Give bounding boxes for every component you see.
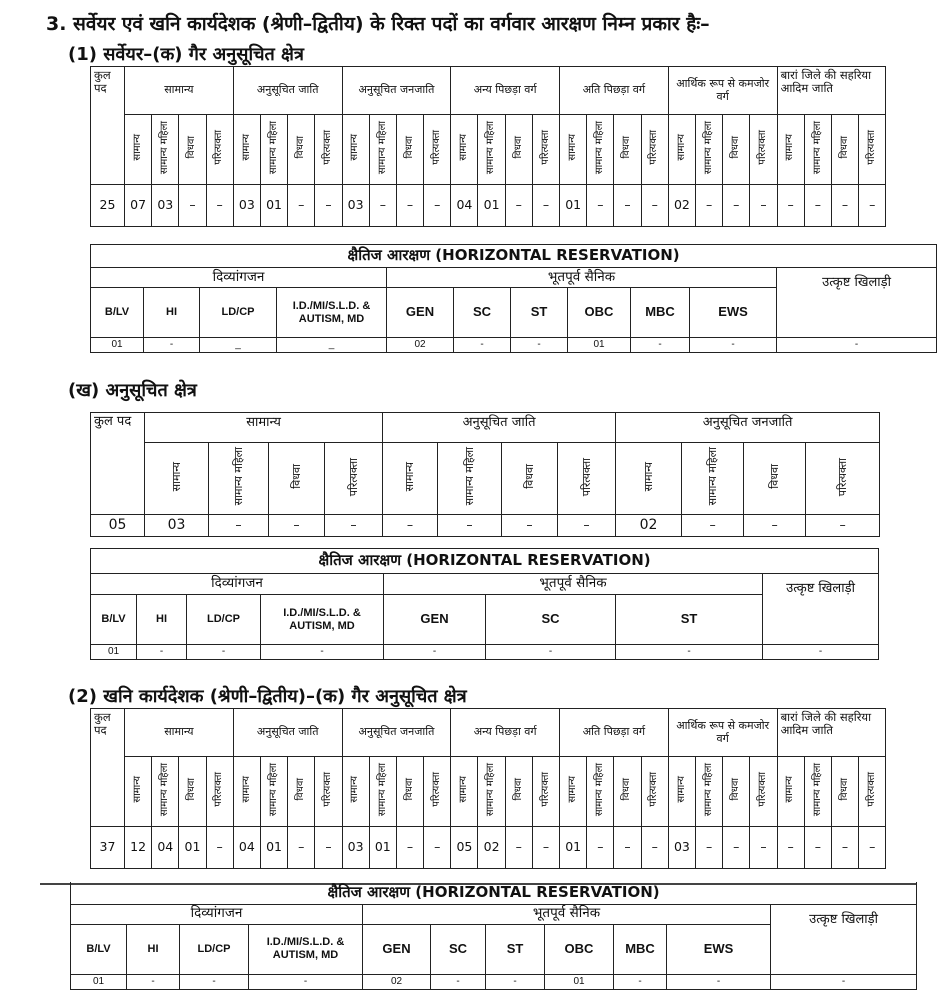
subcolumn-header: परित्यक्ता xyxy=(648,130,660,165)
cell-value: 02 xyxy=(668,185,695,227)
cell-value: _ xyxy=(200,338,277,353)
cell-value: - xyxy=(763,645,879,660)
column-header: I.D./MI/S.L.D. & AUTISM, MD xyxy=(277,288,387,338)
subcolumn-header: परित्यक्ता xyxy=(835,457,849,496)
category-header: सामान्य xyxy=(125,67,234,115)
category-header: आर्थिक रूप से कमजोर वर्ग xyxy=(668,67,777,115)
subcolumn-header: परित्यक्ता xyxy=(865,130,877,165)
cell-value: – xyxy=(641,827,668,869)
category-header: अति पिछड़ा वर्ग xyxy=(560,709,669,757)
subcolumn-header: सामान्य xyxy=(675,776,687,803)
table-row xyxy=(91,827,886,869)
cell-value: – xyxy=(532,185,559,227)
cell-value: – xyxy=(723,827,750,869)
cell-value: – xyxy=(315,827,342,869)
subcolumn-header: विधवा xyxy=(186,136,198,159)
subcolumn-header: सामान्य xyxy=(349,776,361,803)
ex-servicemen-header: भूतपूर्व सैनिक xyxy=(387,268,777,288)
cell-value: – xyxy=(288,185,315,227)
category-header: आर्थिक रूप से कमजोर वर्ग xyxy=(668,709,777,757)
sportsperson-header: उत्कृष्ट खिलाड़ी xyxy=(777,268,937,338)
subcolumn-header: परित्यक्ता xyxy=(539,130,551,165)
cell-value: – xyxy=(424,827,451,869)
subcolumn-row xyxy=(91,115,886,185)
cell-value: 01 xyxy=(179,827,206,869)
cell-value: – xyxy=(614,185,641,227)
subcolumn-header: सामान्य xyxy=(641,461,655,492)
column-header: MBC xyxy=(631,288,690,338)
cell-value: 01 xyxy=(260,827,287,869)
subcolumn-header: परित्यक्ता xyxy=(579,457,593,496)
cell-value: - xyxy=(137,645,187,660)
subcolumn-header: सामान्य xyxy=(131,134,143,161)
cell-value: 37 xyxy=(91,827,125,869)
column-header: LD/CP xyxy=(180,924,249,974)
total-posts-header: कुल पद xyxy=(91,413,145,515)
subcolumn-header: विधवा xyxy=(512,136,524,159)
horizontal-reservation-title: क्षैतिज आरक्षण (HORIZONTAL RESERVATION) xyxy=(91,245,937,268)
cell-value: 01 xyxy=(369,827,396,869)
subcolumn-header: विधवा xyxy=(289,464,303,489)
table-row xyxy=(71,974,917,989)
subcolumn-header: सामान्य महिला xyxy=(376,121,388,175)
cell-value: – xyxy=(682,515,744,537)
column-header: GEN xyxy=(384,595,486,645)
subcolumn-header: सामान्य महिला xyxy=(811,121,823,175)
cell-value: – xyxy=(179,185,206,227)
subcolumn-header: परित्यक्ता xyxy=(648,772,660,807)
cell-value: - xyxy=(614,974,667,989)
cell-value: 07 xyxy=(125,185,152,227)
cell-value: 12 xyxy=(125,827,152,869)
document-heading: 3. सर्वेयर एवं खनि कार्यदेशक (श्रेणी–द्वितीय) के रिक्त पदों का वर्गवार आरक्षण निम्न प्रकार हैः– xyxy=(46,13,710,35)
cell-value: – xyxy=(532,827,559,869)
cell-value: - xyxy=(187,645,261,660)
cell-value: 02 xyxy=(616,515,682,537)
divyang-header: दिव्यांगजन xyxy=(91,268,387,288)
horizontal-reservation-title: क्षैतिज आरक्षण (HORIZONTAL RESERVATION) xyxy=(91,549,879,574)
cell-value: 03 xyxy=(145,515,209,537)
table-row xyxy=(91,515,880,537)
vertical-reservation-table xyxy=(90,708,886,869)
subcolumn-row xyxy=(91,443,880,515)
category-header: अनुसूचित जनजाति xyxy=(616,413,880,443)
subcolumn-header: परित्यक्ता xyxy=(757,130,769,165)
cell-value: 01 xyxy=(91,338,144,353)
cell-value: 01 xyxy=(260,185,287,227)
column-header: HI xyxy=(137,595,187,645)
table-row xyxy=(91,645,879,660)
cell-value: – xyxy=(831,827,858,869)
sportsperson-header: उत्कृष्ट खिलाड़ी xyxy=(771,904,917,974)
cell-value: - xyxy=(486,974,545,989)
divyang-header: दिव्यांगजन xyxy=(91,574,384,595)
cell-value: 02 xyxy=(478,827,505,869)
cell-value: 01 xyxy=(71,974,127,989)
cell-value: – xyxy=(859,185,886,227)
cell-value: 04 xyxy=(451,185,478,227)
cell-value: – xyxy=(315,185,342,227)
cell-value: – xyxy=(438,515,502,537)
subcolumn-header: सामान्य xyxy=(349,134,361,161)
column-header: GEN xyxy=(363,924,431,974)
horizontal-reservation-table xyxy=(90,548,879,660)
cell-value: - xyxy=(631,338,690,353)
table-row xyxy=(91,185,886,227)
subcolumn-header: सामान्य महिला xyxy=(267,121,279,175)
column-header: B/LV xyxy=(91,595,137,645)
cell-value: – xyxy=(209,515,269,537)
column-header: B/LV xyxy=(71,924,127,974)
vertical-reservation-table xyxy=(90,66,886,227)
cell-value: 01 xyxy=(560,185,587,227)
section-title: (ख) अनुसूचित क्षेत्र xyxy=(68,380,197,401)
column-header: SC xyxy=(454,288,511,338)
subcolumn-header: सामान्य महिला xyxy=(159,763,171,817)
cell-value: – xyxy=(383,515,438,537)
subcolumn-header: परित्यक्ता xyxy=(757,772,769,807)
subcolumn-header: परित्यक्ता xyxy=(865,772,877,807)
subcolumn-header: विधवा xyxy=(403,136,415,159)
subcolumn-header: विधवा xyxy=(730,778,742,801)
cell-value: – xyxy=(831,185,858,227)
category-header: बारां जिले की सहरिया आदिम जाति xyxy=(777,709,886,757)
cell-value: - xyxy=(667,974,771,989)
subcolumn-header: सामान्य महिला xyxy=(702,121,714,175)
subcolumn-header: सामान्य xyxy=(784,134,796,161)
cell-value: 01 xyxy=(545,974,614,989)
subcolumn-header: विधवा xyxy=(730,136,742,159)
column-header: HI xyxy=(144,288,200,338)
horizontal-reservation-table xyxy=(90,244,937,353)
subcolumn-header: सामान्य महिला xyxy=(705,447,719,506)
ex-servicemen-header: भूतपूर्व सैनिक xyxy=(363,904,771,924)
subcolumn-header: परित्यक्ता xyxy=(213,130,225,165)
cell-value: – xyxy=(558,515,616,537)
category-header: अति पिछड़ा वर्ग xyxy=(560,67,669,115)
column-header: MBC xyxy=(614,924,667,974)
cell-value: - xyxy=(431,974,486,989)
subcolumn-header: परित्यक्ता xyxy=(346,457,360,496)
subcolumn-header: विधवा xyxy=(621,778,633,801)
cell-value: – xyxy=(396,185,423,227)
cell-value: – xyxy=(750,185,777,227)
subcolumn-header: विधवा xyxy=(295,778,306,801)
subcolumn-header: सामान्य महिला xyxy=(485,763,497,817)
horizontal-reservation-table xyxy=(70,882,917,990)
cell-value: - xyxy=(511,338,568,353)
subcolumn-header: सामान्य महिला xyxy=(594,763,606,817)
subcolumn-header: सामान्य xyxy=(240,776,252,803)
column-header: EWS xyxy=(667,924,771,974)
cell-value: 01 xyxy=(568,338,631,353)
cell-value: – xyxy=(288,827,315,869)
subcolumn-header: विधवा xyxy=(838,136,850,159)
cell-value: – xyxy=(587,827,614,869)
subcolumn-header: विधवा xyxy=(522,464,536,489)
subcolumn-header: विधवा xyxy=(295,136,306,159)
cell-value: 04 xyxy=(152,827,179,869)
column-header: LD/CP xyxy=(187,595,261,645)
subcolumn-header: सामान्य xyxy=(566,776,578,803)
cell-value: – xyxy=(804,185,831,227)
column-header: SC xyxy=(486,595,616,645)
ex-servicemen-header: भूतपूर्व सैनिक xyxy=(384,574,763,595)
cell-value: - xyxy=(127,974,180,989)
cell-value: 04 xyxy=(233,827,260,869)
cell-value: – xyxy=(806,515,880,537)
cell-value: - xyxy=(616,645,763,660)
subcolumn-header: विधवा xyxy=(512,778,524,801)
sportsperson-header: उत्कृष्ट खिलाड़ी xyxy=(763,574,879,645)
cell-value: 05 xyxy=(91,515,145,537)
cell-value: – xyxy=(777,185,804,227)
subcolumn-header: सामान्य xyxy=(784,776,796,803)
cell-value: 01 xyxy=(478,185,505,227)
cell-value: 03 xyxy=(342,185,369,227)
cell-value: 03 xyxy=(152,185,179,227)
cell-value: - xyxy=(771,974,917,989)
subcolumn-header: सामान्य xyxy=(458,776,470,803)
column-header: GEN xyxy=(387,288,454,338)
category-header: बारां जिले की सहरिया आदिम जाति xyxy=(777,67,886,115)
cell-value: - xyxy=(261,645,384,660)
cell-value: – xyxy=(695,827,722,869)
column-header: EWS xyxy=(690,288,777,338)
column-header: HI xyxy=(127,924,180,974)
subcolumn-header: सामान्य महिला xyxy=(462,447,476,506)
divyang-header: दिव्यांगजन xyxy=(71,904,363,924)
subcolumn-header: सामान्य महिला xyxy=(159,121,171,175)
cell-value: – xyxy=(723,185,750,227)
vertical-reservation-table xyxy=(90,412,880,537)
cell-value: 03 xyxy=(233,185,260,227)
cell-value: – xyxy=(502,515,558,537)
category-header: अनुसूचित जाति xyxy=(233,67,342,115)
cell-value: - xyxy=(777,338,937,353)
cell-value: 05 xyxy=(451,827,478,869)
cell-value: – xyxy=(206,827,233,869)
subcolumn-header: सामान्य xyxy=(675,134,687,161)
cell-value: – xyxy=(396,827,423,869)
subcolumn-header: परित्यक्ता xyxy=(430,130,442,165)
cell-value: – xyxy=(206,185,233,227)
subcolumn-header: परित्यक्ता xyxy=(213,772,225,807)
subcolumn-header: सामान्य xyxy=(403,461,417,492)
cell-value: 25 xyxy=(91,185,125,227)
cell-value: 03 xyxy=(342,827,369,869)
cell-value: – xyxy=(505,185,532,227)
column-header: OBC xyxy=(568,288,631,338)
category-header: अन्य पिछड़ा वर्ग xyxy=(451,67,560,115)
column-header: ST xyxy=(511,288,568,338)
subcolumn-header: सामान्य महिला xyxy=(594,121,606,175)
subcolumn-header: सामान्य महिला xyxy=(485,121,497,175)
subcolumn-row xyxy=(91,757,886,827)
category-header: अनुसूचित जनजाति xyxy=(342,67,451,115)
column-header: LD/CP xyxy=(200,288,277,338)
category-header: सामान्य xyxy=(145,413,383,443)
cell-value: 02 xyxy=(363,974,431,989)
category-header: सामान्य xyxy=(125,709,234,757)
cell-value: – xyxy=(641,185,668,227)
cell-value: – xyxy=(750,827,777,869)
column-header: I.D./MI/S.L.D. & AUTISM, MD xyxy=(261,595,384,645)
subcolumn-header: सामान्य महिला xyxy=(376,763,388,817)
subcolumn-header: सामान्य xyxy=(240,134,252,161)
cell-value: – xyxy=(777,827,804,869)
subcolumn-header: सामान्य महिला xyxy=(811,763,823,817)
subcolumn-header: विधवा xyxy=(186,778,198,801)
category-header: अनुसूचित जनजाति xyxy=(342,709,451,757)
column-header: SC xyxy=(431,924,486,974)
subcolumn-header: सामान्य महिला xyxy=(267,763,279,817)
cell-value: - xyxy=(180,974,249,989)
cell-value: – xyxy=(505,827,532,869)
cell-value: - xyxy=(454,338,511,353)
cell-value: – xyxy=(859,827,886,869)
cell-value: – xyxy=(695,185,722,227)
subcolumn-header: विधवा xyxy=(403,778,415,801)
category-header: अनुसूचित जाति xyxy=(383,413,616,443)
column-header: ST xyxy=(486,924,545,974)
subcolumn-header: सामान्य xyxy=(169,461,183,492)
cell-value: – xyxy=(325,515,383,537)
subcolumn-header: परित्यक्ता xyxy=(322,772,334,807)
cell-value: – xyxy=(269,515,325,537)
cell-value: - xyxy=(690,338,777,353)
subcolumn-header: विधवा xyxy=(767,464,781,489)
subcolumn-header: सामान्य महिला xyxy=(231,447,245,506)
total-posts-header: कुल पद xyxy=(91,67,125,185)
cell-value: 01 xyxy=(91,645,137,660)
subcolumn-header: विधवा xyxy=(838,778,850,801)
table-row xyxy=(91,338,937,353)
column-header: OBC xyxy=(545,924,614,974)
cell-value: - xyxy=(486,645,616,660)
cell-value: – xyxy=(744,515,806,537)
cell-value: – xyxy=(804,827,831,869)
subcolumn-header: परित्यक्ता xyxy=(539,772,551,807)
subcolumn-header: सामान्य महिला xyxy=(702,763,714,817)
cell-value: – xyxy=(424,185,451,227)
subcolumn-header: परित्यक्ता xyxy=(430,772,442,807)
cell-value: 01 xyxy=(560,827,587,869)
category-header: अन्य पिछड़ा वर्ग xyxy=(451,709,560,757)
horizontal-reservation-title: क्षैतिज आरक्षण (HORIZONTAL RESERVATION) xyxy=(71,882,917,904)
section-title: (2) खनि कार्यदेशक (श्रेणी–द्वितीय)–(क) गैर अनुसूचित क्षेत्र xyxy=(68,686,467,707)
cell-value: – xyxy=(587,185,614,227)
cell-value: - xyxy=(384,645,486,660)
subcolumn-header: विधवा xyxy=(621,136,633,159)
cell-value: _ xyxy=(277,338,387,353)
cell-value: 03 xyxy=(668,827,695,869)
subcolumn-header: सामान्य xyxy=(566,134,578,161)
subcolumn-header: परित्यक्ता xyxy=(322,130,334,165)
column-header: ST xyxy=(616,595,763,645)
category-header: अनुसूचित जाति xyxy=(233,709,342,757)
column-header: I.D./MI/S.L.D. & AUTISM, MD xyxy=(249,924,363,974)
cell-value: – xyxy=(369,185,396,227)
total-posts-header: कुल पद xyxy=(91,709,125,827)
cell-value: 02 xyxy=(387,338,454,353)
cell-value: - xyxy=(249,974,363,989)
subcolumn-header: सामान्य xyxy=(131,776,143,803)
subcolumn-header: सामान्य xyxy=(458,134,470,161)
section-title: (1) सर्वेयर–(क) गैर अनुसूचित क्षेत्र xyxy=(68,44,304,65)
cell-value: - xyxy=(144,338,200,353)
column-header: B/LV xyxy=(91,288,144,338)
cell-value: – xyxy=(614,827,641,869)
